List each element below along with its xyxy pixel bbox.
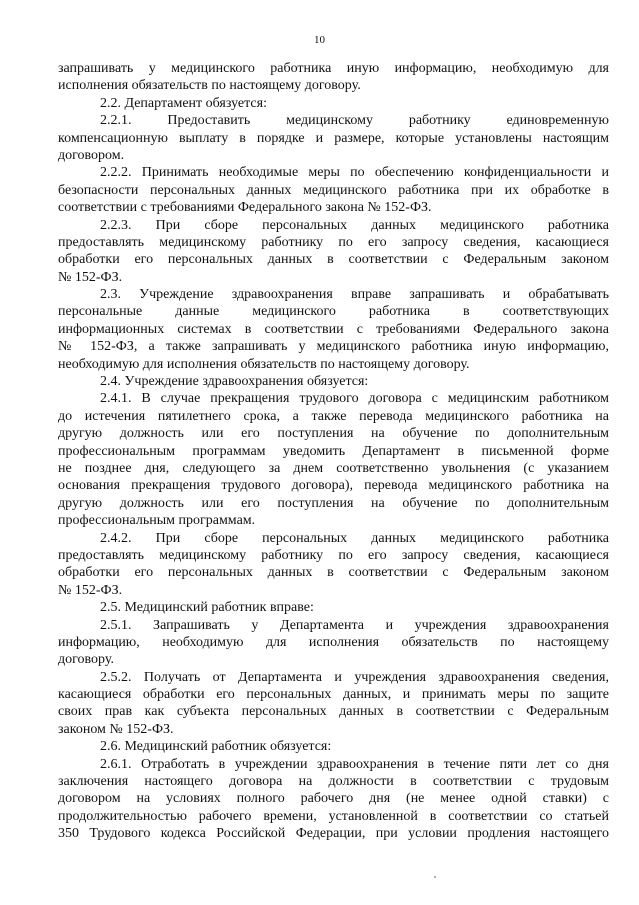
page-number: 10 — [314, 34, 325, 46]
text-line: 2.2.3. При сборе персональных данных медицинского работника — [100, 217, 609, 233]
text-line: 2.6.1. Отработать в учреждении здравоохранения в течение пяти лет со дня — [100, 756, 609, 772]
text-line: 2.6. Медицинский работник обязуется: — [100, 739, 332, 755]
text-line: 350 Трудового кодекса Российской Федерации, при условии продления настоящего — [58, 826, 609, 842]
text-line: № 152-ФЗ, а также запрашивать у медицинского работника иную информацию, — [58, 339, 609, 355]
text-line: профессиональным программам. — [58, 513, 256, 529]
text-line: предоставлять медицинскому работнику по его запросу сведения, касающиеся — [58, 547, 609, 563]
text-line: обработки его персональных данных в соответствии с Федеральным законом — [58, 252, 609, 268]
text-line: другую должность или его поступления на обучение по дополнительным — [58, 426, 609, 442]
text-line: договору. — [58, 652, 114, 668]
text-line: заключения настоящего договора на должности в соответствии с трудовым — [58, 774, 609, 790]
text-line: 2.2.2. Принимать необходимые меры по обеспечению конфиденциальности и — [100, 165, 609, 181]
text-line: информационных системах в соответствии с требованиями Федерального закона — [58, 321, 609, 337]
text-line: обработки его персональных данных в соответствии с Федеральным законом — [58, 565, 609, 581]
text-line: продолжительностью рабочего времени, установленной в соответствии со статьей — [58, 808, 609, 824]
text-line: своих прав как субъекта персональных данных в соответствии с Федеральным — [58, 704, 609, 720]
text-line: 2.2.1. Предоставить медицинскому работнику единовременную — [100, 113, 609, 129]
document-body — [58, 60, 609, 843]
text-line: 2.4. Учреждение здравоохранения обязуется: — [100, 374, 369, 390]
text-line: 2.3. Учреждение здравоохранения вправе запрашивать и обрабатывать — [100, 287, 609, 303]
text-line: запрашивать у медицинского работника иную информацию, необходимую для — [58, 61, 609, 76]
text-line: компенсационную выплату в порядке и размере, которые установлены настоящим — [58, 130, 609, 146]
text-line: основания прекращения трудового договора), перевода медицинского работника на — [58, 478, 609, 494]
text-line: 2.4.2. При сборе персональных данных медицинского работника — [100, 530, 609, 546]
text-line: не позднее дня, следующего за днем соответственно увольнения (с указанием — [58, 460, 609, 476]
text-line: исполнения обязательств по настоящему договору. — [58, 78, 361, 94]
text-line: персональные данные медицинского работника в соответствующих — [58, 304, 609, 320]
text-line: 2.2. Департамент обязуется: — [100, 95, 267, 111]
text-line: 2.4.1. В случае прекращения трудового договора с медицинским работником — [100, 391, 609, 407]
text-line: 2.5.2. Получать от Департамента и учреждения здравоохранения сведения, — [100, 669, 609, 685]
text-line: предоставлять медицинскому работнику по его запросу сведения, касающиеся — [58, 234, 609, 250]
text-line: 2.5.1. Запрашивать у Департамента и учреждения здравоохранения — [100, 617, 609, 633]
text-line: договором. — [58, 147, 125, 163]
text-line: до истечения пятилетнего срока, а также перевода медицинского работника на — [58, 408, 609, 424]
text-line: другую должность или его поступления на обучение по дополнительным — [58, 495, 609, 511]
text-line: 2.5. Медицинский работник вправе: — [100, 600, 314, 616]
text-line: соответствии с требованиями Федерального закона № 152-ФЗ. — [58, 200, 432, 216]
text-line: № 152-ФЗ. — [58, 269, 123, 285]
text-line: информацию, необходимую для исполнения обязательств по настоящему — [58, 634, 609, 650]
text-line: законом № 152-ФЗ. — [58, 721, 174, 737]
text-line: профессиональным программам уведомить Департамент в письменной форме — [58, 443, 609, 459]
text-line: касающиеся обработки его персональных данных, и принимать меры по защите — [58, 687, 609, 703]
text-line: № 152-ФЗ. — [58, 582, 123, 598]
scan-speck — [434, 876, 436, 878]
text-line: безопасности персональных данных медицинского работника при их обработке в — [58, 182, 609, 198]
text-line: необходимую для исполнения обязательств по настоящему договору. — [58, 356, 470, 372]
text-line: договором на условиях полного рабочего дня (не менее одной ставки) с — [58, 791, 609, 807]
